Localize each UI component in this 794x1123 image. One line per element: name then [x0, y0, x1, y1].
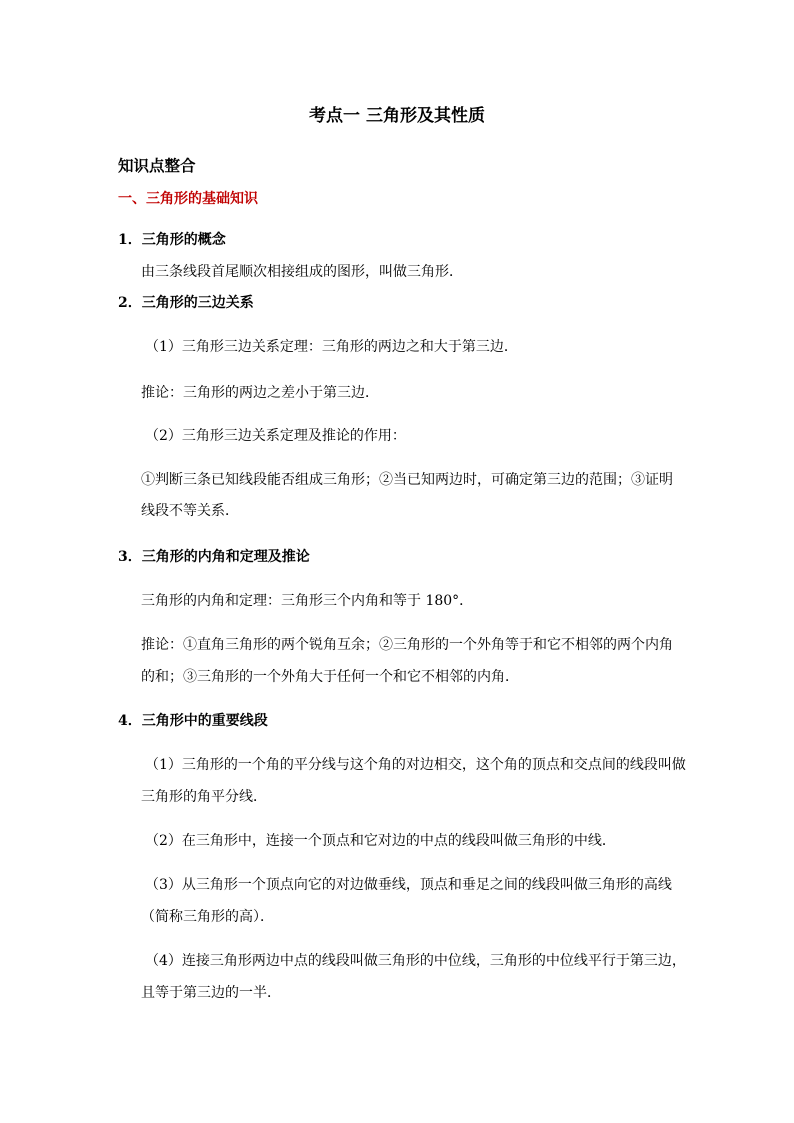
item-2-line-4: ①判断三条已知线段能否组成三角形；②当已知两边时，可确定第三边的范围；③证明	[141, 472, 673, 488]
item-3-heading: 3．三角形的内角和定理及推论	[118, 549, 310, 565]
part-heading: 一、三角形的基础知识	[118, 191, 258, 207]
item-3-line-1: 三角形的内角和定理：三角形三个内角和等于 180°．	[141, 593, 474, 609]
section-heading: 知识点整合	[118, 156, 196, 175]
item-4-line-1: （1）三角形的一个角的平分线与这个角的对边相交，这个角的顶点和交点间的线段叫做	[145, 757, 686, 773]
item-4-line-5: （简称三角形的高）．	[141, 909, 274, 925]
item-2-line-5: 线段不等关系．	[141, 503, 239, 519]
page-title: 考点一 三角形及其性质	[309, 106, 485, 126]
item-2-line-3: （2）三角形三边关系定理及推论的作用：	[145, 428, 406, 444]
item-4-line-2: 三角形的角平分线．	[141, 789, 267, 805]
item-2-line-2: 推论：三角形的两边之差小于第三边．	[141, 385, 379, 401]
item-3-line-2: 推论：①直角三角形的两个锐角互余；②三角形的一个外角等于和它不相邻的两个内角	[141, 637, 673, 653]
item-4-line-7: 且等于第三边的一半．	[141, 985, 281, 1001]
item-4-line-4: （3）从三角形一个顶点向它的对边做垂线，顶点和垂足之间的线段叫做三角形的高线	[145, 877, 672, 893]
item-4-heading: 4．三角形中的重要线段	[118, 713, 268, 729]
item-3-line-3: 的和；③三角形的一个外角大于任何一个和它不相邻的内角．	[141, 669, 519, 685]
item-2-line-1: （1）三角形三边关系定理：三角形的两边之和大于第三边．	[145, 339, 518, 355]
item-1-line-1: 由三条线段首尾顺次相接组成的图形，叫做三角形．	[141, 264, 463, 280]
item-1-heading: 1．三角形的概念	[118, 232, 226, 248]
item-4-line-3: （2）在三角形中，连接一个顶点和它对边的中点的线段叫做三角形的中线．	[145, 833, 616, 849]
item-4-line-6: （4）连接三角形两边中点的线段叫做三角形的中位线，三角形的中位线平行于第三边，	[145, 953, 686, 969]
item-2-heading: 2．三角形的三边关系	[118, 295, 254, 311]
